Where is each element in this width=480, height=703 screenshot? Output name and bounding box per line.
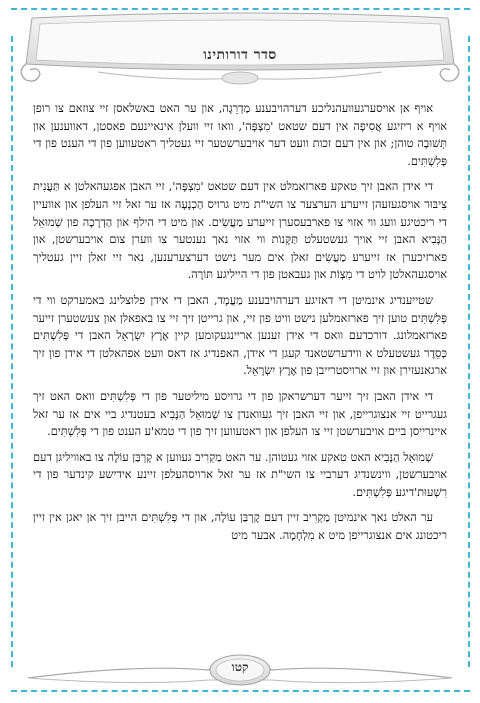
top-dashed-border	[11, 8, 470, 10]
footer-ornament	[18, 648, 462, 692]
left-dashed-border	[11, 36, 13, 667]
page-number: קטו	[231, 660, 249, 674]
paragraph: ער האלט נאך אינמיטן מַקְרִיב זיין דעם קָרְבַּן עוֹלָה, און די פְּלִשְׁתִּים הייבן זיך אן יאגן אין זיין ריכטונג אים אנצוגרייפן מיט א מִלְחָמָה. אבער מיט	[33, 511, 447, 543]
paragraph: שְׁמוּאֵל הַנָּבִיא האט טאקע אזוי געטוהן. ער האט מַקְרִיב געווען א קָרְבַּן עוֹלָה צו באוויליגן דעם אויבערשטן, ווינשנדיג דערביי צו השי"ת אז ער זאל ארויסהעלפן זיינע אידישע קינדער פון די רִשְׁעוּת'דיגע פְּלִשְׁתִּים.	[33, 450, 447, 499]
paragraph: אויף אן אויסערגעוועהנליכע דערהויבענע מַדְרֵגָה, און ער האט באשלאסן זיי צוזאם צו רופן אויף א ריזיגע אֲסִיפָה אין דעם שטאט 'מִצְפָּה', וואו זיי וועלן אינאיינעם פאסטן, דאווענען און תְּשׁוּבָה טוהן; און אין דעם זכות וועט דער אויבערשטער זיי געטליך ראטעווען פון די הענט פון די פְּלִשְׁתִּים.	[33, 102, 447, 168]
right-dashed-border	[468, 36, 470, 667]
paragraph: די אידן האבן זיך טאקע פארזאמלט אין דעם שטאט 'מִצְפָּה', זיי האבן אפגעהאלטן א תַּעֲנִית צִיבּוּר אויסגעזעהן זייערע הערצער צו השי"ת מיט גרויס הַכְנָעָה אז ער זאל זיי העלפן און אוועיין די ריכטיגע וועג ווי אזוי צו פארבעסערן זייערע מַעֲשִׂים. און מיט די הילף און הַדְרָכָה פון שְׁמוּאֵל הַנָּבִיא האבן זיי אויך געשטעלט תַּקָּנוֹת ווי אזוי נאך נענטער צו ווערן צום אויבערשטן, און פארזיכערן אז זייערע מַעֲשִׂים זאלן אים מער נישט דערצערענען, נאר זיי זאלן זיין געטליך אויסגעהאלטן לויט די מִצְוֹת און געבאטן פון די הייליגע תּוֹרָה.	[33, 180, 447, 282]
page-text	[33, 100, 447, 553]
header-ornament	[18, 12, 462, 90]
paragraph: די אידן האבן זיך זייער דערשראקן פון די גרויסע מיליטער פון די פְּלִשְׁתִּים וואס האט זיך געגרייט זיי אנצוגרייפן, און זיי האבן זיך געוואנדן צו שְׁמוּאֵל הַנָּבִיא בעטנדיג ביי אים אז ער זאל איינרייסן ביים אויבערשטן זיי צו העלפן און ראטעווען זיך פון די טמא'ע הענט פון די פְּלִשְׁתִּים.	[33, 389, 447, 439]
page-header-title: סדר דורותינו	[203, 47, 277, 63]
paragraph: שטייענדיג אינמיטן די דאזיגע דערהויבענע מַעֲמָד, האבן די אידן פלוצלינג באמערקט ווי די פְּלִשְׁתִּים טוען זיך פארזאמלען נישט וויט פון זיי, און גרייטן זיך זיי צו באפאלן און צעשטערן זייער פארזאמלונג. דורכדעם וואס די אידן זענען אריינגעקומען קיין אֶרֶץ יִשְׂרָאֵל האבן די פְּלִשְׁתִּים כְּסֵדֶר געשטעלט א ווידערשטאנד קעגן די אידן, האפנדיג אז דאס וועט אפהאלטן די אידן פון זיך ארגאנעזירן און זיי ארויסטרייבן פון אֶרֶץ יִשְׂרָאֵל.	[33, 293, 447, 378]
